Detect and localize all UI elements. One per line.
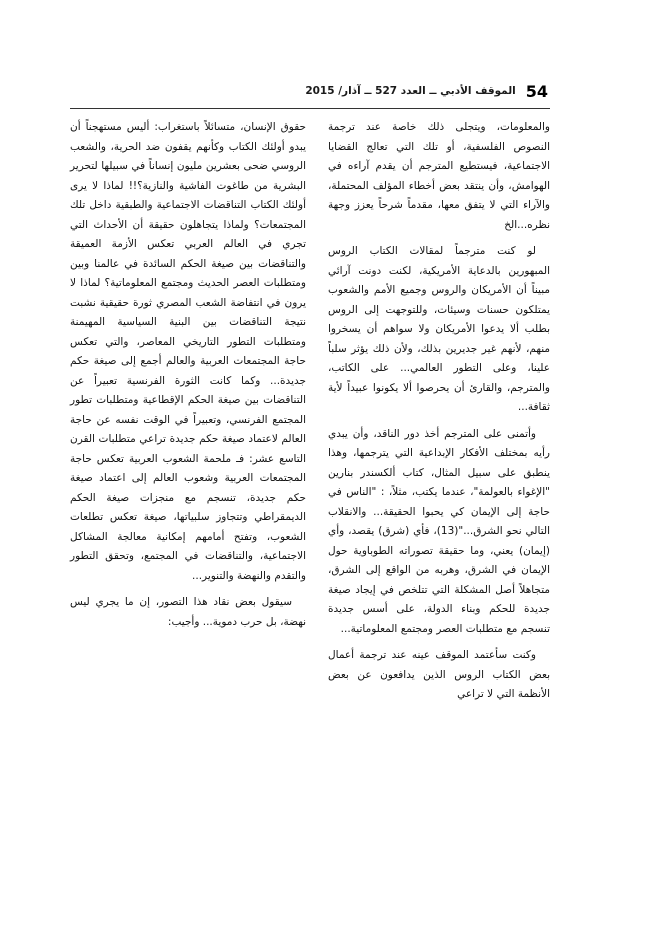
paragraph: سيقول بعض نقاد هذا التصور، إن ما يجري ليس نهضة، بل حرب دموية... وأجيب: — [70, 596, 306, 628]
page-header — [305, 80, 548, 102]
paragraph: والمعلومات، ويتجلى ذلك خاصة عند ترجمة النصوص الفلسفية، أو تلك التي تعالج القضايا الاجتماعية، فيستطيع المترجم أن يقدم آراءه في الهوامش، وأن ينتقد بعض أخطاء المؤلف المحتملة، والآراء التي لا يتفق معها، مقدماً شرحاً يعزز وجهة نظره...الخ — [328, 121, 550, 231]
paragraph: لو كنت مترجماً لمقالات الكتاب الروس المبهورين بالدعاية الأمريكية، لكنت دونت آرائي مبيناً أن الأمريكان والروس وجميع الأمم والشعوب يمتلكون حسنات وسيئات، وللتوجهت إلى الروس بطلب ألا يدعوا الأمريكان ولا سواهم أن يسخروا منهم، لأنهم غير جديرين بذلك، ولأن ذلك يؤثر سلباً علينا، وعلى التطور العالمي... على الكاتب، والمترجم، والقارئ أن يحرصوا ألا يكونوا عبيداً لأية ثقافة... — [328, 245, 550, 413]
left-column — [70, 118, 306, 639]
right-column — [328, 118, 550, 712]
page-number: 54 — [525, 81, 548, 101]
paragraph: حقوق الإنسان، متسائلاً باستغراب: أليس مستهجناً أن يبدو أولئك الكتاب وكأنهم يقفون ضد الحرية، والشعب الروسي ضحى بعشرين مليون إنساناً في سبيلها لتحرير البشرية من طاغوت الفاشية والنازية؟!! لماذا لا يرى أولئك الكتاب التناقضات الاجتماعية والطبقية داخل تلك المجتمعات؟ ولماذا يتجاهلون حقيقة أن الأحداث التي تجري في العالم العربي تعكس الأزمة العميقة والتناقضات بين صيغة الحكم السائدة في عالمنا وبين ومتطلبات العصر الحديث ومجتمع المعلوماتية؟ لماذا لا يرون في انتفاضة الشعب المصري ثورة حقيقية نشبت نتيجة التناقضات بين البنية السياسية المهيمنة ومتطلبات التطور التاريخي المعاصر، والتي تعكس حاجة المجتمعات العربية والعالم أجمع إلى صيغة حكم جديدة... وكما كانت الثورة الفرنسية تعبيراً عن التناقضات بين صيغة الحكم الإقطاعية ومتطلبات تطور المجتمع الفرنسي، وتعبيراً في الوقت نفسه عن حاجة العالم لاعتماد صيغة حكم جديدة تراعي متطلبات القرن التاسع عشر: فـ ملحمة الشعوب العربية تعكس حاجة المجتمعات العربية وشعوب العالم إلى اعتماد صيغة حكم جديدة، تنسجم مع منجزات صيغة الحكم الديمقراطي وتتجاوز سلبياتها، صيغة تعكس تطلعات الشعوب، وتفتح أمامهم إمكانية معالجة المشاكل الاجتماعية، والتناقضات في المجتمع، وتحقق التطور والتقدم والنهضة والتنوير... — [70, 121, 306, 582]
paragraph: وكنت سأعتمد الموقف عينه عند ترجمة أعمال بعض الكتاب الروس الذين يدافعون عن بعض الأنظمة التي لا تراعي — [328, 649, 550, 700]
issue-info: الموقف الأدبي ــ العدد 527 ــ آذار/ 2015 — [305, 85, 516, 97]
header-divider — [70, 108, 550, 109]
paragraph: وأتمنى على المترجم أخذ دور الناقد، وأن يبدي رأيه بمختلف الأفكار الإبداعية التي يترجمها، وهذا ينطبق على سبيل المثال، كتاب ألكسندر بنارين "الإغواء بالعولمة"، عندما يكتب، مثلاً، : "الناس في حاجة إلى الإيمان كي يحبوا الحقيقة... والانقلاب التالي نحو الشرق..."(13)، فأي (شرق) يقصد، وأي (إيمان) يعني، وما حقيقة تصوراته الطوباوية حول الإيمان في الشرق، وهربه من الواقع إلى الشرق، متجاهلاً أصل المشكلة التي تتلخص في إيجاد صيغة جديدة للحكم وبناء الدولة، على أسس جديدة تنسجم مع متطلبات العصر ومجتمع المعلوماتية... — [328, 427, 550, 635]
